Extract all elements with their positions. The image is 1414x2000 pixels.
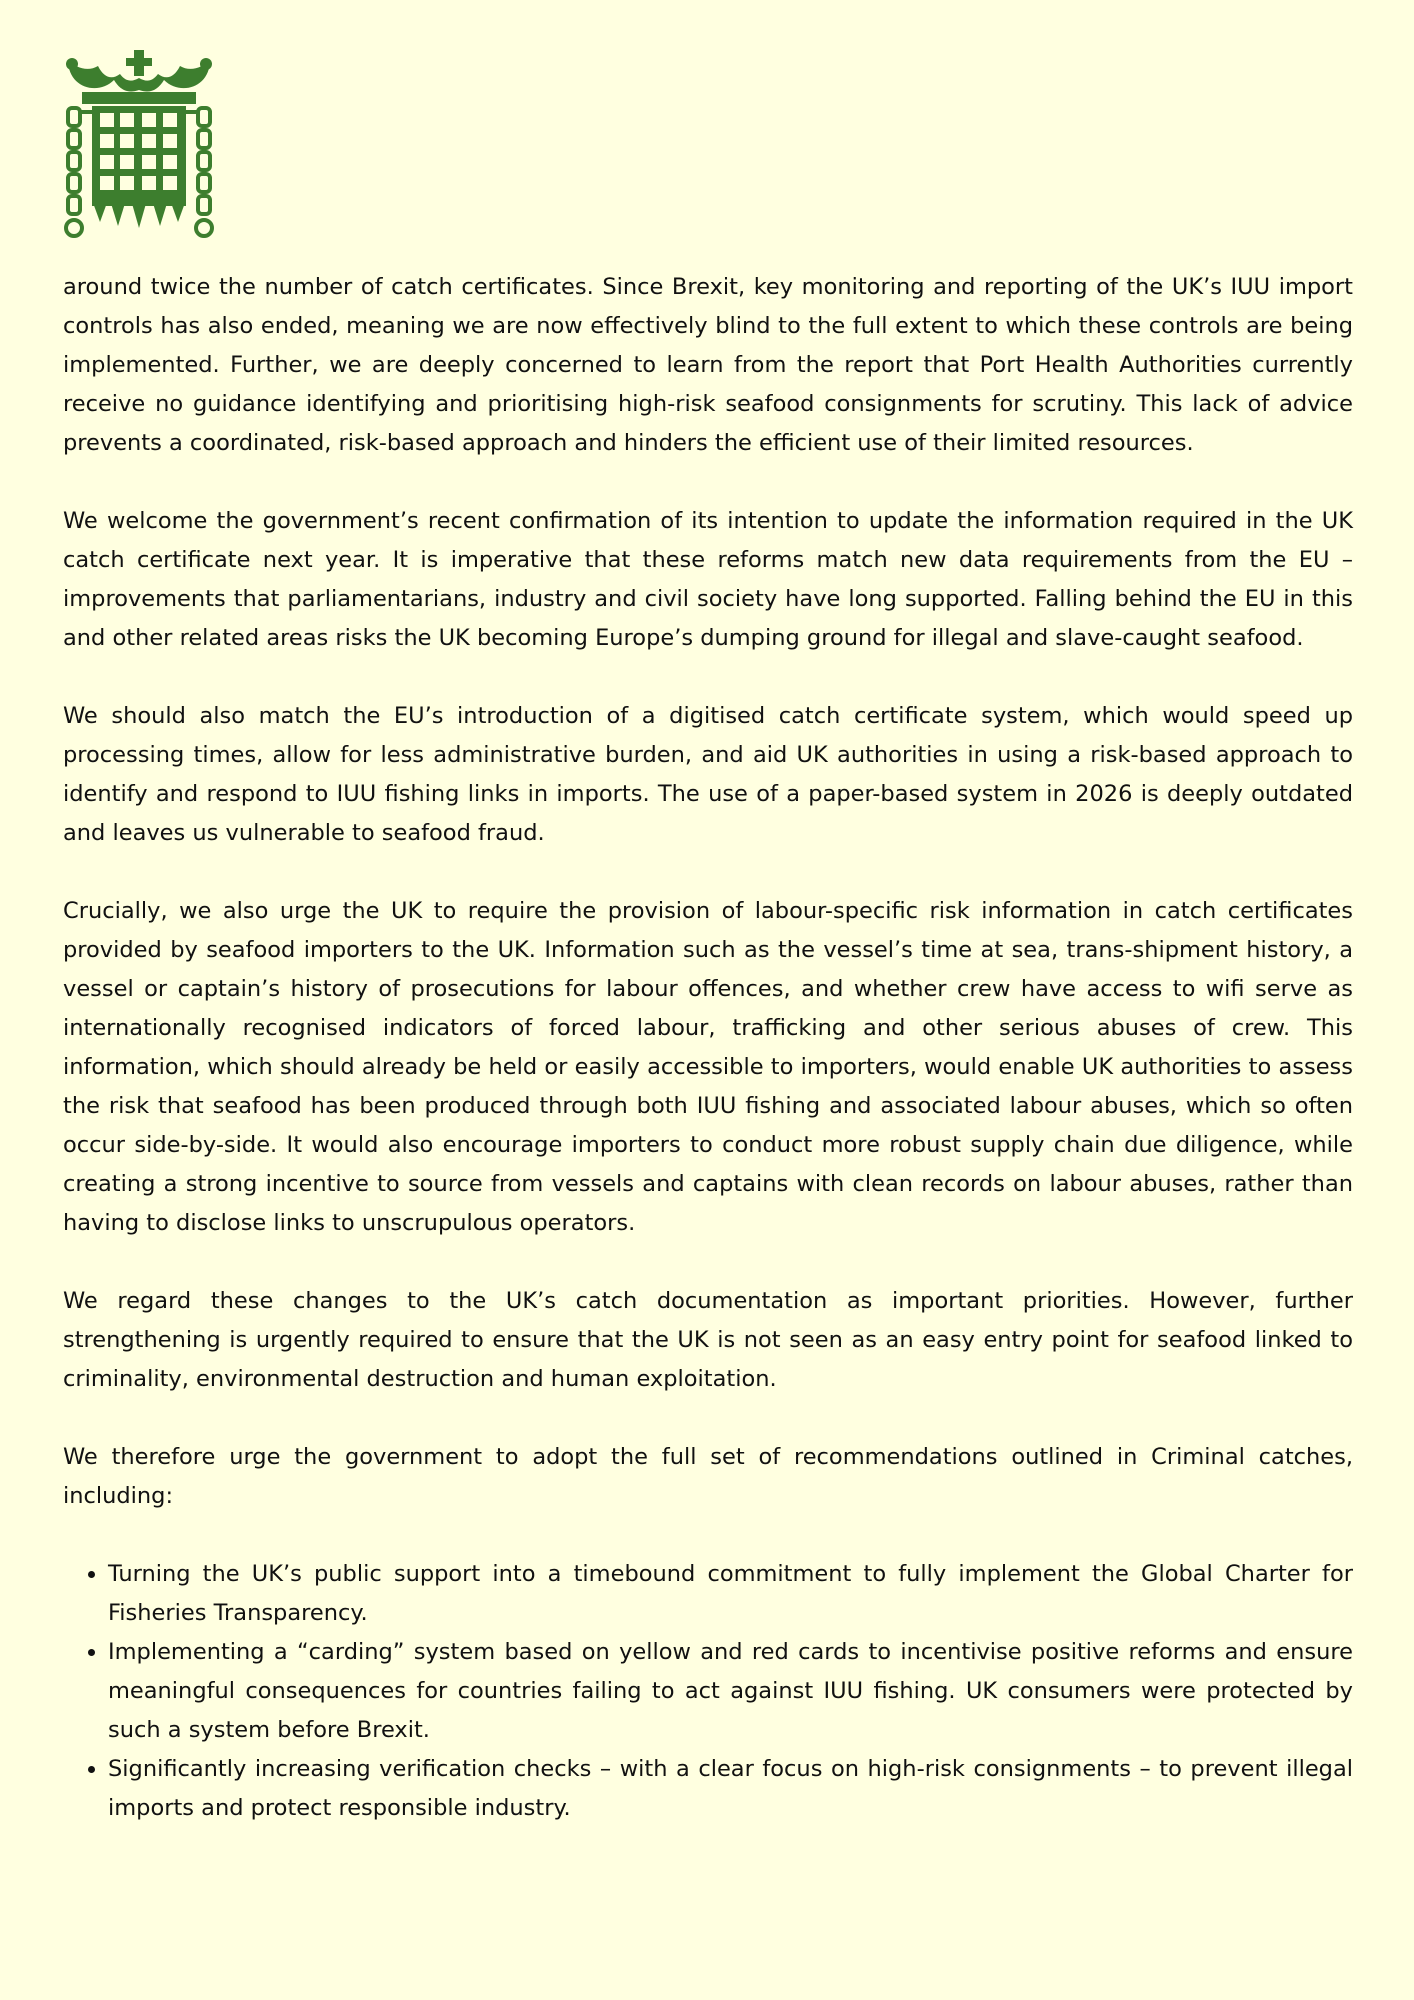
letter-body [63,268,1353,1828]
recommendations-list [63,1555,1353,1828]
paragraph: We therefore urge the government to adopt the full set of recommendations outlined in Criminal catches, including: [63,1444,1353,1509]
list-item: • Implementing a “carding” system based on yellow and red cards to incentivise positive reforms and ensure meaningful consequences for countries failing to act against IUU fishing. UK consumers were protected by such a system before Brexit. [108,1633,1353,1750]
paragraph: We should also match the EU’s introduction of a digitised catch certificate system, which would speed up processing times, allow for less administrative burden, and aid UK authorities in using a risk-based approach to identify and respond to IUU fishing links in imports. The use of a paper-based system in 2026 is deeply outdated and leaves us vulnerable to seafood fraud. [63,703,1353,846]
paragraph: Crucially, we also urge the UK to require the provision of labour-specific risk information in catch certificates provided by seafood importers to the UK. Information such as the vessel’s time at sea, trans-shipment history, a vessel or captain’s history of prosecutions for labour offences, and whether crew have access to wifi serve as internationally recognised indicators of forced labour, trafficking and other serious abuses of crew. This information, which should already be held or easily accessible to importers, would enable UK authorities to assess the risk that seafood has been produced through both IUU fishing and associated labour abuses, which so often occur side-by-side. It would also encourage importers to conduct more robust supply chain due diligence, while creating a strong incentive to source from vessels and captains with clean records on labour abuses, rather than having to disclose links to unscrupulous operators. [63,898,1353,1236]
paragraph: We regard these changes to the UK’s catch documentation as important priorities. However, further strengthening is urgently required to ensure that the UK is not seen as an easy entry point for seafood linked to criminality, environmental destruction and human exploitation. [63,1288,1353,1392]
paragraph: around twice the number of catch certificates. Since Brexit, key monitoring and reporting of the UK’s IUU import controls has also ended, meaning we are now effectively blind to the full extent to which these controls are being implemented. Further, we are deeply concerned to learn from the report that Port Health Authorities currently receive no guidance identifying and prioritising high-risk seafood consignments for scrutiny. This lack of advice prevents a coordinated, risk-based approach and hinders the efficient use of their limited resources. [63,274,1353,456]
list-item: • Turning the UK’s public support into a timebound commitment to fully implement the Global Charter for Fisheries Transparency. [108,1555,1353,1633]
list-item: • Significantly increasing verification checks – with a clear focus on high-risk consignments – to prevent illegal imports and protect responsible industry. [108,1750,1353,1828]
paragraph: We welcome the government’s recent confirmation of its intention to update the information required in the UK catch certificate next year. It is imperative that these reforms match new data requirements from the EU – improvements that parliamentarians, industry and civil society have long supported. Falling behind the EU in this and other related areas risks the UK becoming Europe’s dumping ground for illegal and slave-caught seafood. [63,508,1353,651]
portcullis-crest-icon [62,50,216,240]
